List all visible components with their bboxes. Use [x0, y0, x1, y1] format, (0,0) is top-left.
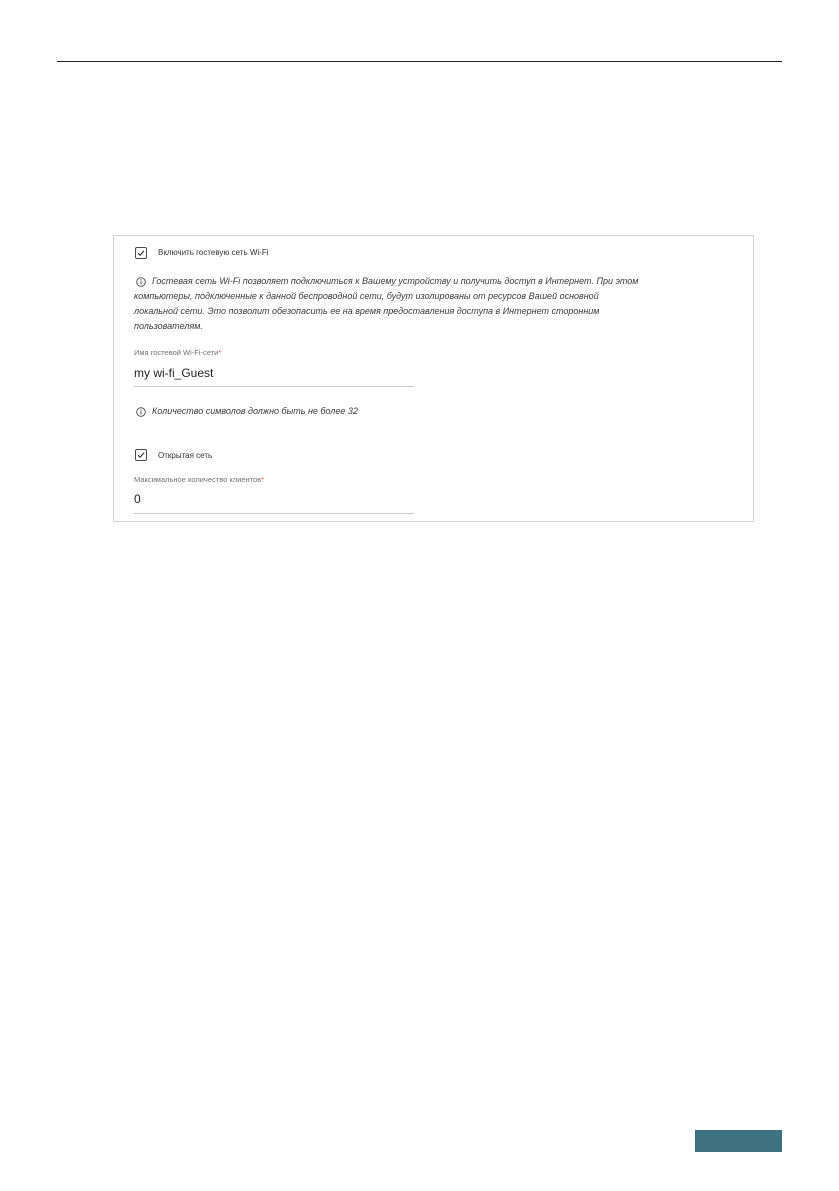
info-icon	[136, 407, 146, 417]
required-mark: *	[218, 348, 222, 357]
max-clients-underline	[134, 513, 414, 514]
guest-wifi-description-line-4: пользователям.	[134, 321, 203, 331]
required-mark: *	[261, 475, 265, 484]
guest-ssid-hint: Количество символов должно быть не более 32	[152, 406, 358, 416]
open-network-label: Открытая сеть	[158, 451, 213, 460]
guest-ssid-input[interactable]: my wi-fi_Guest	[134, 366, 214, 380]
page-number-badge	[695, 1130, 782, 1152]
header-rule	[57, 61, 782, 62]
open-network-checkbox[interactable]	[135, 449, 147, 461]
guest-wifi-description-line-1: Гостевая сеть Wi-Fi позволяет подключиться к Вашему устройству и получить доступ в Интернет. При этом	[152, 276, 639, 286]
guest-wifi-settings-panel	[113, 235, 754, 522]
info-icon	[136, 277, 146, 287]
enable-guest-wifi-checkbox[interactable]	[135, 247, 147, 259]
checkmark-icon	[137, 451, 145, 459]
enable-guest-wifi-label: Включить гостевую сеть Wi-Fi	[158, 248, 269, 257]
guest-wifi-description-line-2: компьютеры, подключенные к данной беспроводной сети, будут изолированы от ресурсов Вашей основной	[134, 291, 599, 301]
guest-ssid-label: Имя гостевой Wi-Fi-сети*	[134, 348, 222, 357]
guest-ssid-underline	[134, 386, 414, 387]
checkmark-icon	[137, 249, 145, 257]
max-clients-input[interactable]: 0	[134, 492, 141, 506]
max-clients-label: Максимальное количество клиентов*	[134, 475, 265, 484]
guest-wifi-description-line-3: локальной сети. Это позволит обезопасить ее на время предоставления доступа в Интернет сторонним	[134, 306, 600, 316]
